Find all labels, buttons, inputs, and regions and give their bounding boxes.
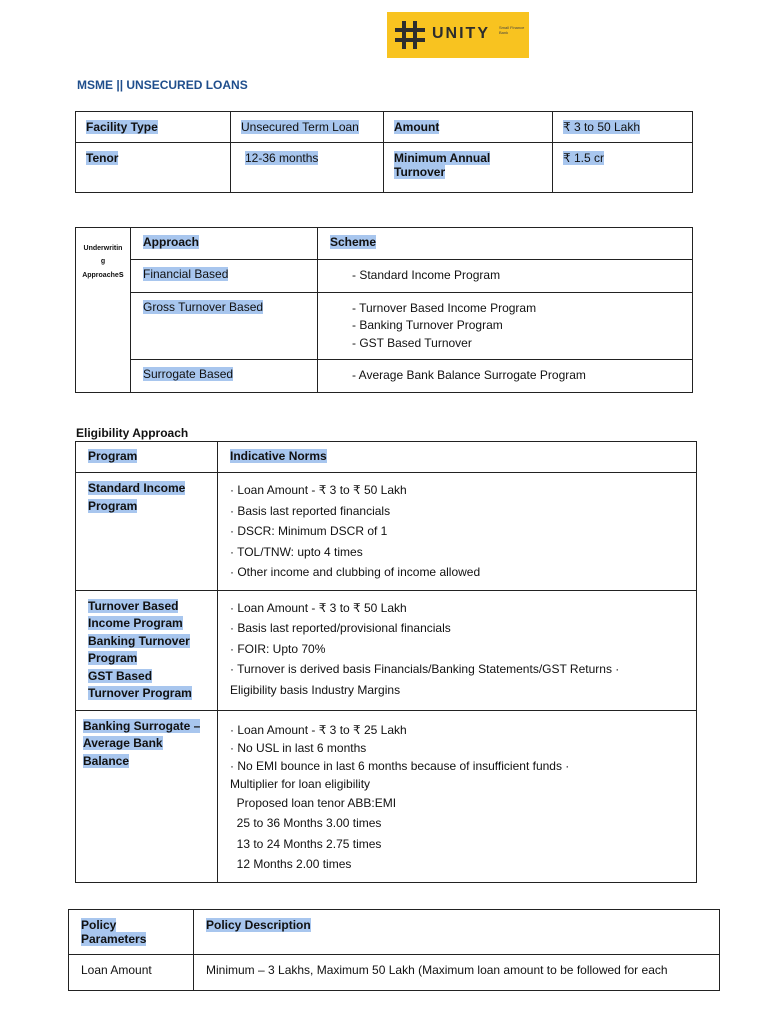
- policy-param: Loan Amount: [81, 963, 152, 977]
- table-row: [76, 710, 697, 882]
- policy-table: [68, 909, 720, 991]
- program-line: Banking Turnover: [88, 633, 190, 648]
- table-row: [69, 955, 720, 991]
- table-cell: [318, 260, 693, 293]
- table-row: [76, 143, 693, 193]
- program-line: Average Bank: [83, 736, 163, 750]
- policy-desc-header: Policy Description: [206, 918, 311, 932]
- min-turnover-label: Minimum Annual Turnover: [394, 151, 491, 179]
- table-cell: [131, 360, 318, 393]
- norm-item: · FOIR: Upto 70%: [230, 641, 326, 656]
- underwriting-side-label: [76, 228, 131, 393]
- table-cell: [218, 590, 697, 710]
- table-cell: [131, 228, 318, 260]
- approach-financial: Financial Based: [143, 267, 229, 281]
- table-cell: [69, 910, 194, 955]
- norm-item: · Loan Amount - ₹ 3 to ₹ 50 Lakh: [230, 483, 407, 497]
- scheme-header: Scheme: [330, 235, 377, 249]
- table-cell: [76, 442, 218, 473]
- table-cell: [76, 112, 231, 143]
- table-cell: [218, 710, 697, 882]
- approach-gross-turnover: Gross Turnover Based: [143, 299, 264, 314]
- table-cell: [194, 955, 720, 991]
- table-cell: [318, 360, 693, 393]
- scheme-item: - Turnover Based Income Program: [352, 300, 537, 315]
- norm-item: 12 Months 2.00 times: [230, 857, 352, 871]
- scheme-item: - Standard Income Program: [352, 268, 501, 282]
- page-title: MSME || UNSECURED LOANS: [77, 78, 248, 92]
- logo-subtext: Small Finance Bank: [499, 25, 525, 35]
- table-cell: [553, 143, 693, 193]
- program-line: Program: [88, 651, 138, 665]
- amount-label: Amount: [394, 120, 440, 134]
- logo-text: UNITY: [432, 25, 490, 42]
- program-line: Turnover Program: [88, 686, 192, 700]
- side-label-line: Approaches: [82, 269, 124, 279]
- table-cell: [231, 112, 384, 143]
- table-row: [76, 292, 693, 360]
- facility-type-label: Facility Type: [86, 120, 158, 134]
- norm-item: 25 to 36 Months 3.00 times: [230, 816, 382, 830]
- scheme-item: - Banking Turnover Program: [352, 318, 503, 332]
- program-line: Balance: [83, 753, 130, 768]
- table-cell: [76, 143, 231, 193]
- norm-item: · Loan Amount - ₹ 3 to ₹ 25 Lakh: [230, 722, 407, 737]
- table-row: [76, 360, 693, 393]
- table-row: [69, 910, 720, 955]
- eligibility-table: [75, 441, 697, 883]
- min-turnover-value: ₹ 1.5 cr: [563, 151, 604, 165]
- table-row: [76, 260, 693, 293]
- eligibility-title: Eligibility Approach: [76, 426, 189, 440]
- program-header: Program: [88, 449, 138, 463]
- scheme-item: - Average Bank Balance Surrogate Program: [352, 368, 586, 382]
- program-line: Banking Surrogate –: [83, 718, 201, 733]
- tenor-label: Tenor: [86, 151, 119, 165]
- table-row: [76, 442, 697, 473]
- policy-desc: Minimum – 3 Lakhs, Maximum 50 Lakh (Maximum loan amount to be followed for each: [206, 963, 668, 977]
- table-cell: [131, 292, 318, 360]
- table-cell: [384, 112, 553, 143]
- norm-item: Proposed loan tenor ABB:EMI: [230, 795, 397, 810]
- scheme-item: - GST Based Turnover: [352, 335, 472, 350]
- unity-bank-logo: [387, 12, 529, 58]
- side-label-line: g: [100, 258, 106, 265]
- table-cell: [231, 143, 384, 193]
- table-cell: [131, 260, 318, 293]
- tenor-value: 12-36 months: [245, 151, 319, 165]
- norm-item: · Basis last reported financials: [230, 503, 391, 518]
- program-line: Standard Income: [88, 481, 186, 495]
- table-cell: [194, 910, 720, 955]
- norm-item: · TOL/TNW: upto 4 times: [230, 544, 363, 559]
- underwriting-table: [75, 227, 693, 393]
- norm-item: · Loan Amount - ₹ 3 to ₹ 50 Lakh: [230, 600, 407, 615]
- table-cell: [69, 955, 194, 991]
- table-cell: [218, 473, 697, 591]
- side-label-line: Underwritin: [83, 245, 123, 252]
- table-row: [76, 112, 693, 143]
- norm-item: Multiplier for loan eligibility: [230, 776, 371, 791]
- norm-item: · Turnover is derived basis Financials/Banking Statements/GST Returns ·: [230, 662, 620, 676]
- norm-item: · DSCR: Minimum DSCR of 1: [230, 524, 388, 538]
- table-cell: [76, 590, 218, 710]
- program-line: GST Based: [88, 668, 153, 683]
- approach-header: Approach: [143, 235, 200, 249]
- facility-type-value: Unsecured Term Loan: [241, 120, 359, 134]
- table-row: [76, 590, 697, 710]
- facility-table: [75, 111, 693, 193]
- table-row: [76, 473, 697, 591]
- norms-header: Indicative Norms: [230, 449, 327, 463]
- unity-bank-logo-icon: [393, 21, 427, 49]
- approach-surrogate: Surrogate Based: [143, 367, 234, 381]
- program-line: Income Program: [88, 616, 183, 630]
- table-row: [76, 228, 693, 260]
- amount-value: ₹ 3 to 50 Lakh: [563, 120, 641, 134]
- norm-item: · No EMI bounce in last 6 months because of insufficient funds ·: [230, 758, 570, 773]
- policy-param-header: Policy Parameters: [81, 918, 147, 946]
- norm-item: · Basis last reported/provisional financials: [230, 621, 451, 635]
- table-cell: [318, 228, 693, 260]
- norm-item: 13 to 24 Months 2.75 times: [230, 836, 382, 851]
- program-line: Program: [88, 498, 138, 513]
- norm-item: · No USL in last 6 months: [230, 740, 367, 755]
- table-cell: [384, 143, 553, 193]
- table-cell: [76, 473, 218, 591]
- table-cell: [218, 442, 697, 473]
- table-cell: [318, 292, 693, 360]
- table-cell: [553, 112, 693, 143]
- norm-item: · Other income and clubbing of income allowed: [230, 565, 481, 579]
- norm-item: Eligibility basis Industry Margins: [230, 682, 401, 697]
- program-line: Turnover Based: [88, 598, 179, 613]
- table-cell: [76, 710, 218, 882]
